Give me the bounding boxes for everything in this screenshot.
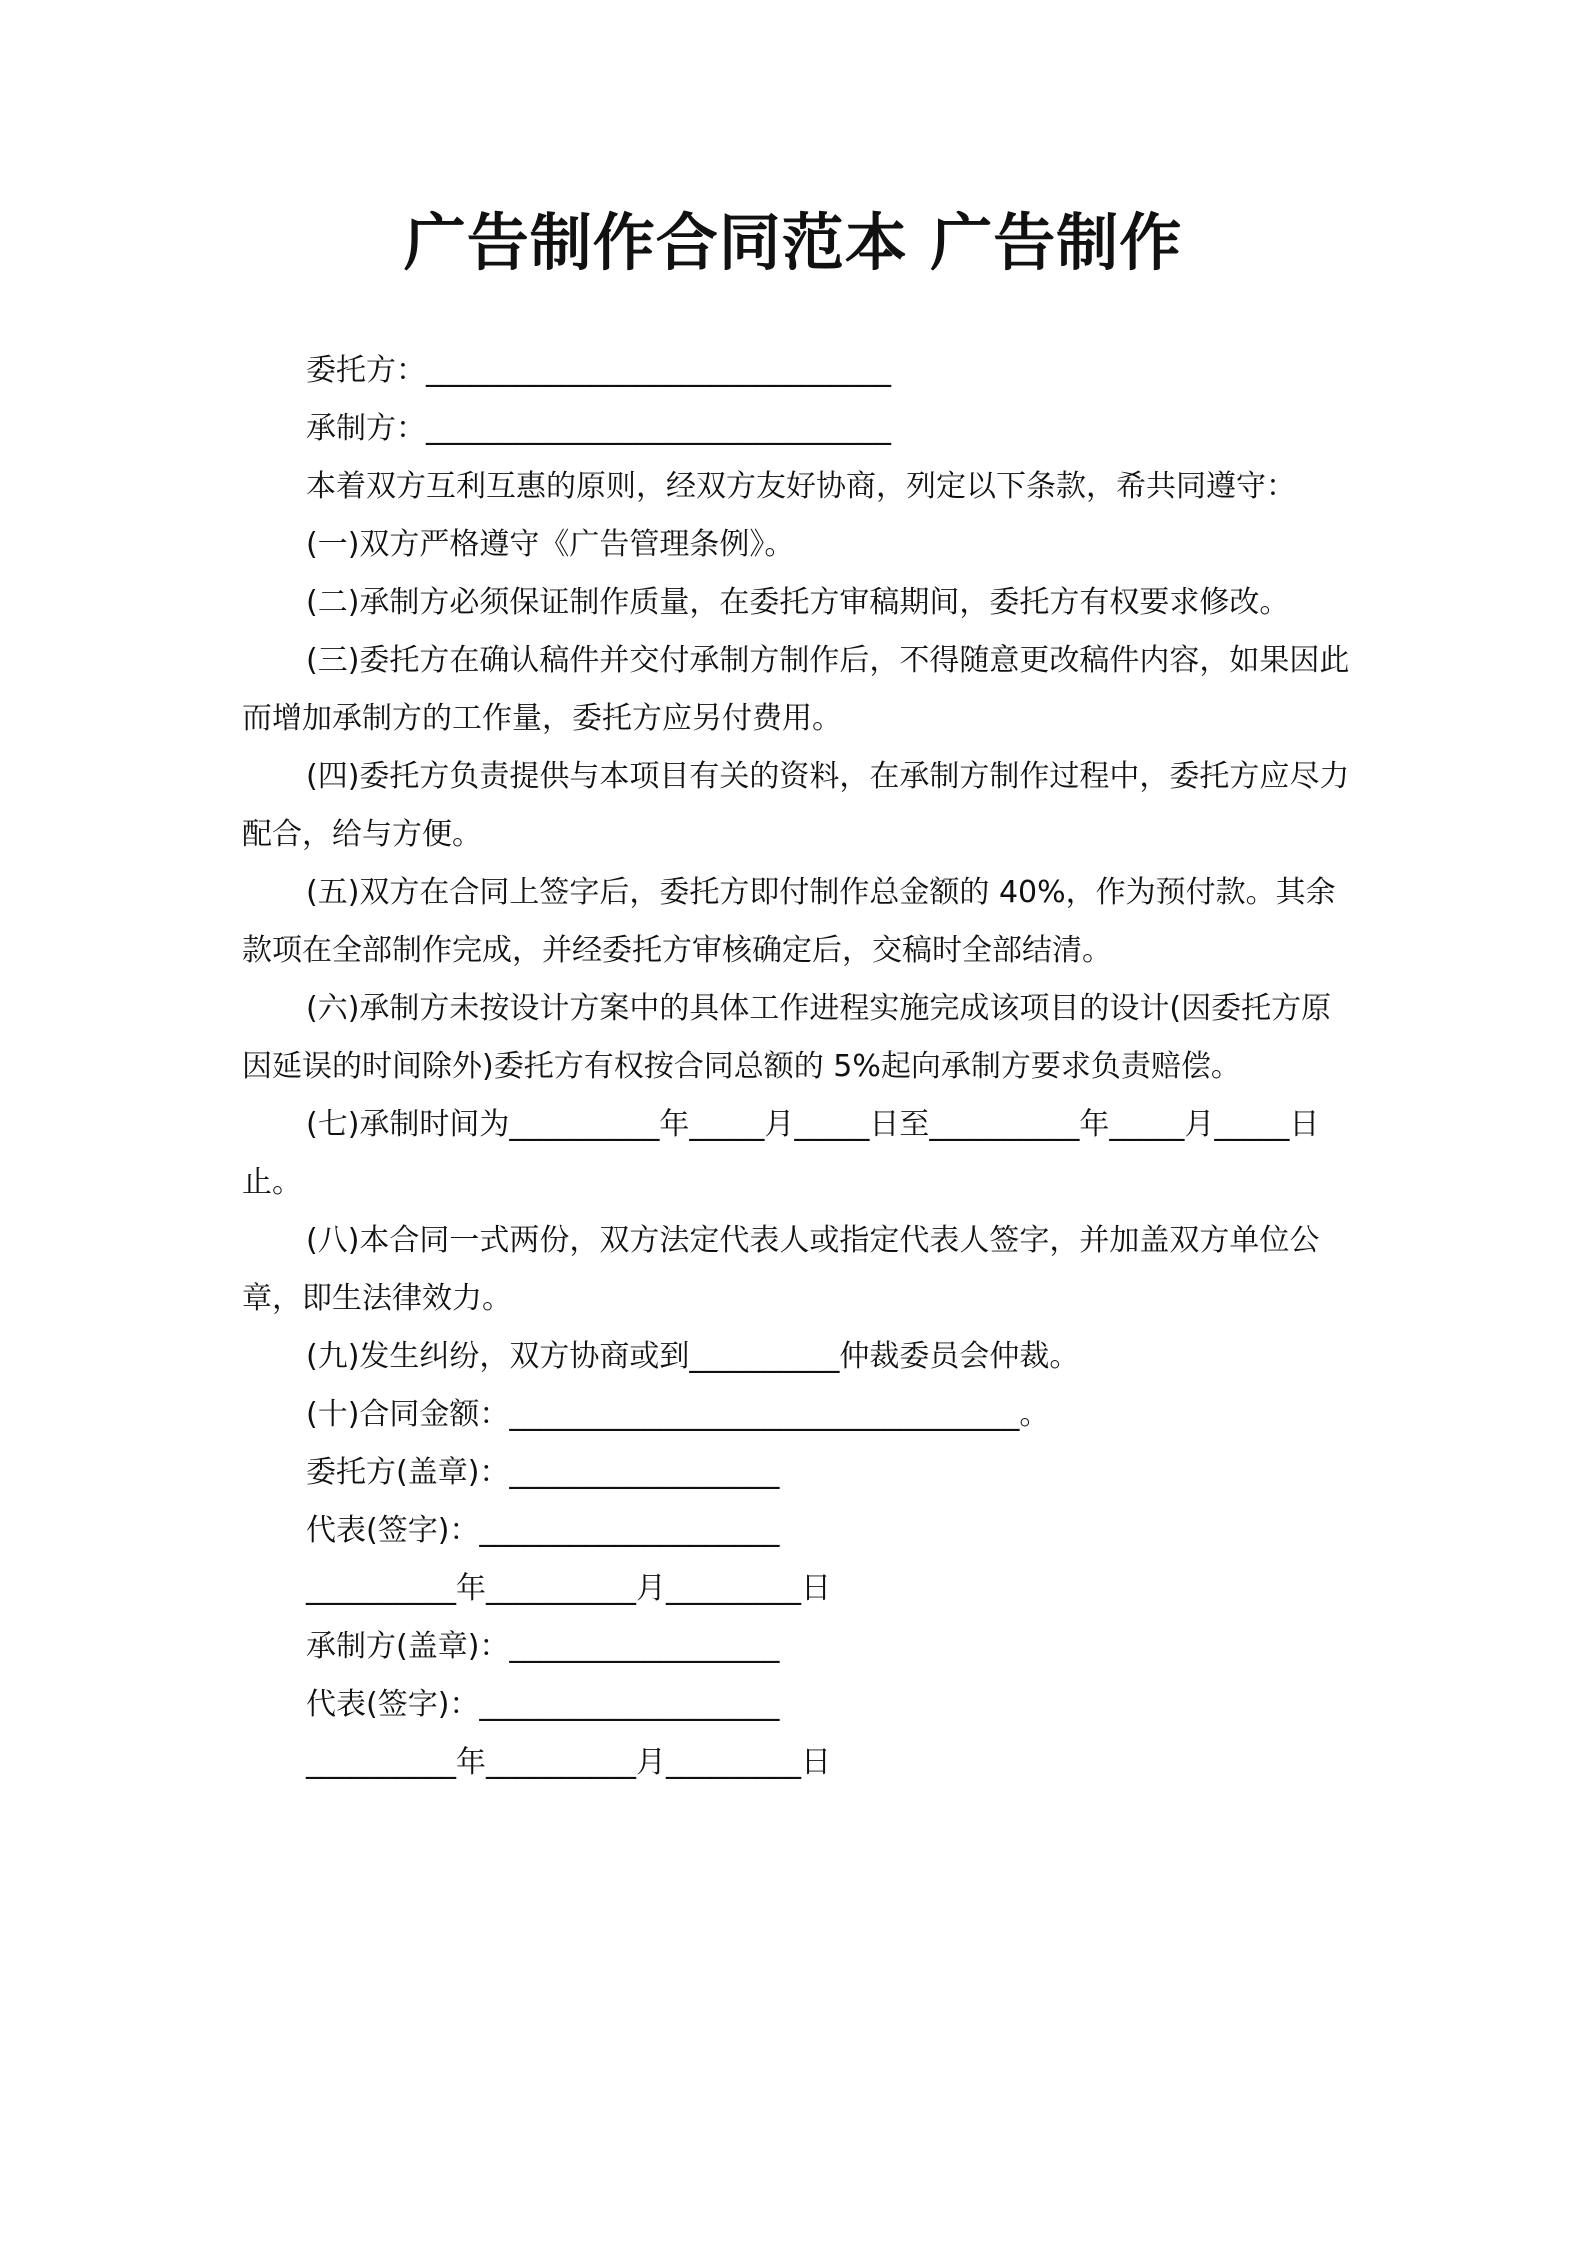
party-contractor-line: 承制方：_______________________________ xyxy=(306,411,891,446)
party-client-line: 委托方：_______________________________ xyxy=(306,353,891,388)
document-body xyxy=(242,342,1352,1792)
clause-1: (一)双方严格遵守《广告管理条例》。 xyxy=(306,527,795,562)
clause-3: (三)委托方在确认稿件并交付承制方制作后，不得随意更改稿件内容，如果因此而增加承制方的工作量，委托方应另付费用。 xyxy=(242,643,1350,736)
clause-9: (九)发生纠纷，双方协商或到__________仲裁委员会仲裁。 xyxy=(306,1339,1080,1374)
document-title: 广告制作合同范本 广告制作 xyxy=(403,206,1183,279)
clause-8: (八)本合同一式两份，双方法定代表人或指定代表人签字，并加盖双方单位公章，即生法律效力。 xyxy=(242,1223,1320,1316)
client-date-line: __________年__________月_________日 xyxy=(306,1571,831,1606)
contractor-seal-line: 承制方(盖章)：__________________ xyxy=(306,1629,780,1664)
clause-6: (六)承制方未按设计方案中的具体工作进程实施完成该项目的设计(因委托方原因延误的时间除外)委托方有权按合同总额的 5%起向承制方要求负责赔偿。 xyxy=(242,991,1332,1084)
clause-5: (五)双方在合同上签字后，委托方即付制作总金额的 40%，作为预付款。其余款项在全部制作完成，并经委托方审核确定后，交稿时全部结清。 xyxy=(242,875,1336,968)
clause-10: (十)合同金额：__________________________________。 xyxy=(306,1397,1050,1432)
client-seal-line: 委托方(盖章)：__________________ xyxy=(306,1455,780,1490)
contractor-representative-line: 代表(签字)：____________________ xyxy=(306,1687,780,1722)
contractor-date-line: __________年__________月_________日 xyxy=(306,1745,831,1780)
clause-2: (二)承制方必须保证制作质量，在委托方审稿期间，委托方有权要求修改。 xyxy=(306,585,1290,620)
clause-4: (四)委托方负责提供与本项目有关的资料，在承制方制作过程中，委托方应尽力配合，给与方便。 xyxy=(242,759,1350,852)
clause-7: (七)承制时间为__________年_____月_____日至__________年_____月_____日止。 xyxy=(242,1107,1320,1200)
client-representative-line: 代表(签字)：____________________ xyxy=(306,1513,780,1548)
preamble-paragraph: 本着双方互利互惠的原则，经双方友好协商，列定以下条款，希共同遵守： xyxy=(306,469,1296,504)
